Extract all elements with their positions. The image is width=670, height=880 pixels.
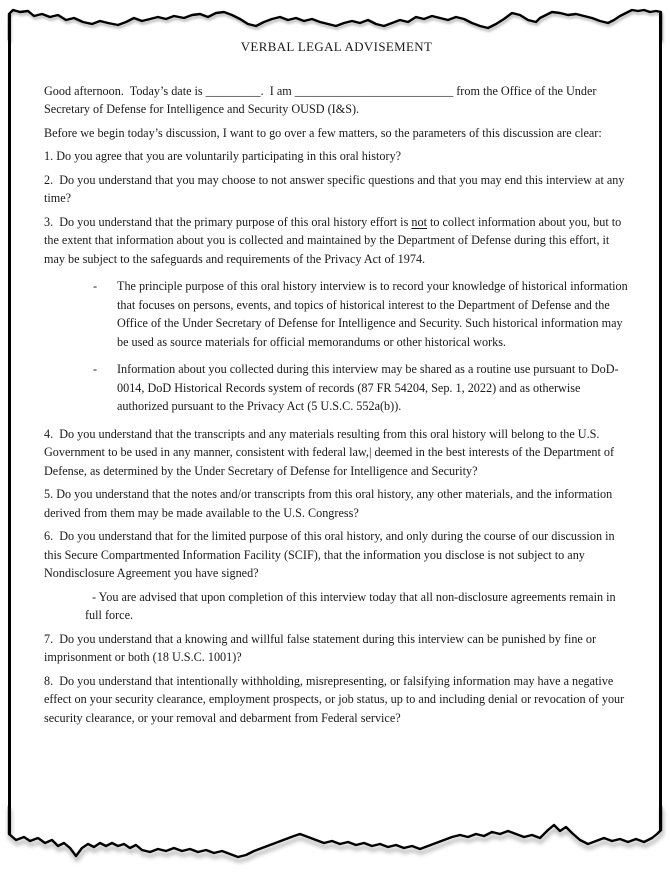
question-5: 5. Do you understand that the notes and/or transcripts from this oral history, any other materials, and the information derived from them may be made available to the U.S. Congress? <box>44 487 616 520</box>
dash-bullet-icon: - <box>93 362 98 376</box>
intro-text-after-name: from the Office of the Under Secretary of Defense for Intelligence and Security OUSD (I&S). <box>44 83 600 116</box>
intro-paragraph <box>44 82 629 119</box>
question-3 <box>44 213 629 269</box>
document-body <box>44 38 629 732</box>
bullet-text: Information about you collected during this interview may be shared as a routine use pursuant to DoD-0014, DoD Historical Records system of records (87 FR 54204, Sep. 1, 2022) and as otherwise authorized pursuant to the Privacy Act (5 U.S.C. 552a(b)). <box>117 362 619 413</box>
question-3-underlined-word: not <box>411 214 427 229</box>
question-3-text-before-underline: 3. Do you understand that the primary purpose of this oral history effort is <box>44 214 412 229</box>
bullet-item-principle-purpose <box>93 277 629 351</box>
bullet-item-routine-use <box>93 360 629 416</box>
question-1: 1. Do you agree that you are voluntarily participating in this oral history? <box>44 149 402 163</box>
torn-bottom-edge <box>9 806 661 857</box>
date-blank-line: _________ <box>205 83 261 98</box>
question-7: 7. Do you understand that a knowing and willful false statement during this interview can be punished by fine or imprisonment or both (18 U.S.C. 1001)? <box>44 631 600 664</box>
name-blank-line: __________________________ <box>294 83 454 98</box>
question-6: 6. Do you understand that for the limited purpose of this oral history, and only during the course of our discussion in this Secure Compartmented Information Facility (SCIF), that the information you disclose is not subject to any Nondisclosure Agreement you have signed? <box>44 529 618 580</box>
intro-text-before-date: Good afternoon. Today’s date is <box>44 83 206 98</box>
question-3-bullet-list <box>44 277 629 416</box>
question-3-text-after-underline: to collect information about you, but to the extent that information about you is collected and maintained by the Department of Defense during this effort, it may be subject to the safeguards and requirements of the Privacy Act of 1974. <box>44 214 625 266</box>
question-6-advisory-note: - You are advised that upon completion of this interview today that all non-disclosure agreements remain in full force. <box>85 589 619 622</box>
question-4: 4. Do you understand that the transcripts and any materials resulting from this oral history will belong to the U.S. Government to be used in any manner, consistent with federal law,| deemed in the best interests of the Department of Defense, as determined by the Under Secretary of Defense for Intelligence and Security? <box>44 426 618 478</box>
dash-bullet-icon: - <box>93 279 98 293</box>
intro-text-before-name: . I am <box>260 83 295 98</box>
torn-top-edge <box>9 10 661 40</box>
question-8: 8. Do you understand that intentionally withholding, misrepresenting, or falsifying information may have a negative effect on your security clearance, employment prospects, or job status, up to and including denial or revocation of your security clearance, or your removal and debarment from Federal service? <box>44 673 628 725</box>
bullet-text: The principle purpose of this oral history interview is to record your knowledge of historical information that focuses on persons, events, and topics of historical interest to the Department of Defense and the Office of the Under Secretary of Defense for Intelligence and Security. Such historical information may be used as source materials for official memorandums or other historical works. <box>117 279 631 349</box>
preamble-paragraph: Before we begin today’s discussion, I want to go over a few matters, so the parameters of this discussion are clear: <box>44 125 602 140</box>
question-2: 2. Do you understand that you may choose to not answer specific questions and that you may end this interview at any time? <box>44 172 628 205</box>
document-title: VERBAL LEGAL ADVISEMENT <box>240 40 433 54</box>
